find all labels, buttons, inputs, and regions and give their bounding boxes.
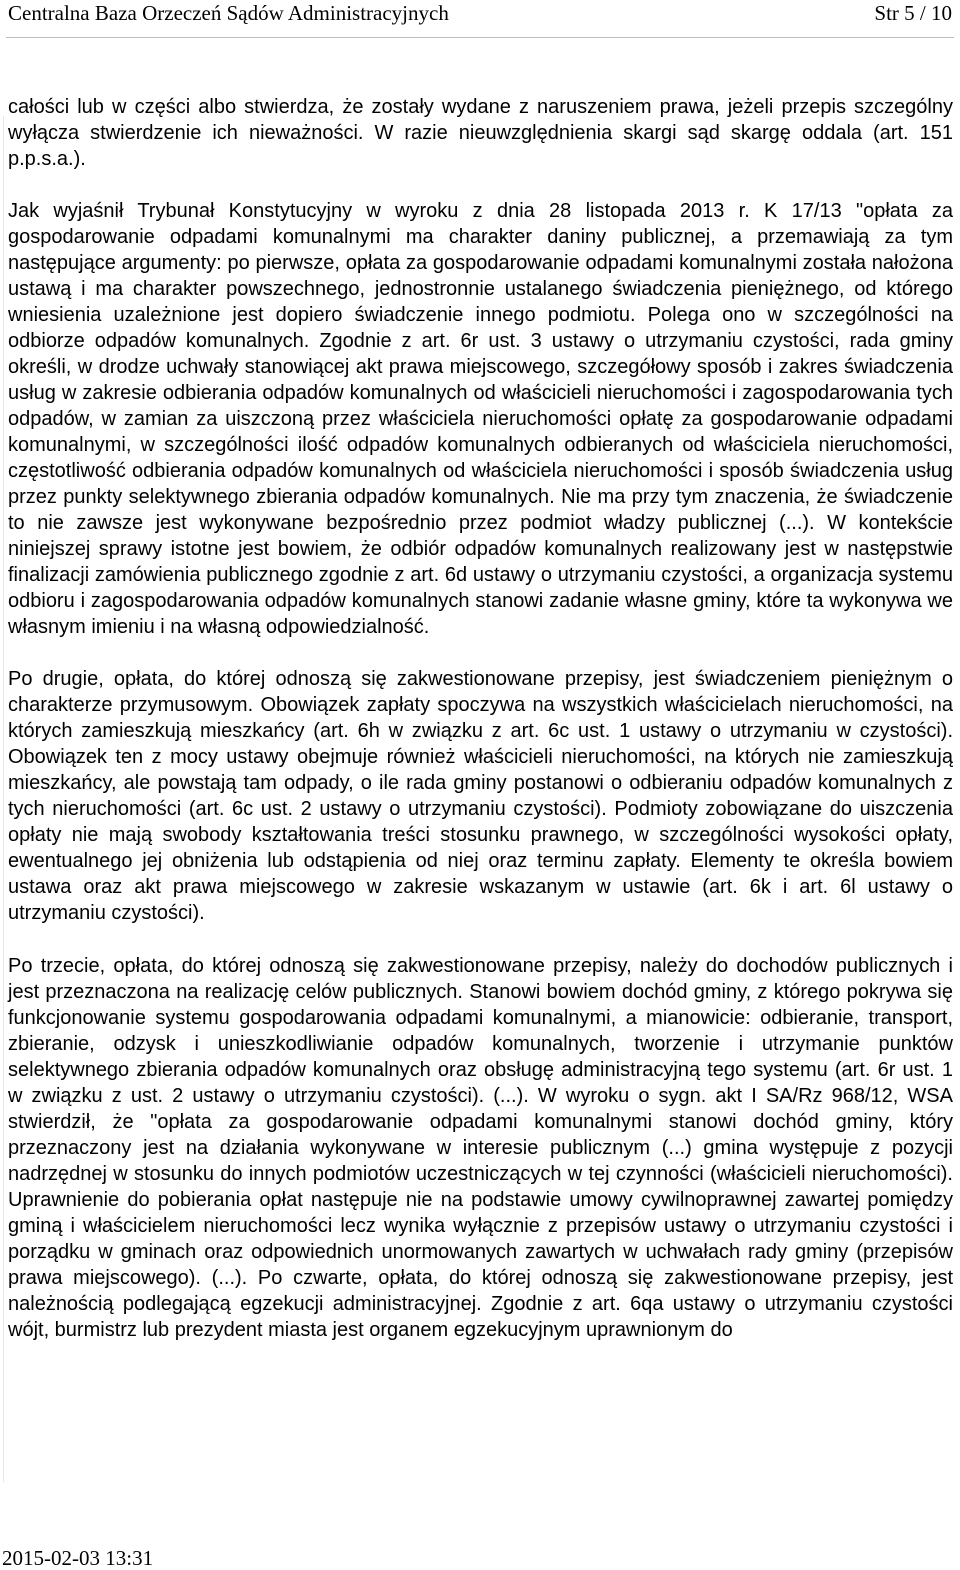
page-number: Str 5 / 10 — [874, 1, 952, 25]
paragraph-2: Jak wyjaśnił Trybunał Konstytucyjny w wyroku z dnia 28 listopada 2013 r. K 17/13 "opłata za gospodarowanie odpadami komunalnymi ma charakter daniny publicznej, a przemawiają za tym następujące argumenty: po pierwsze, opłata za gospodarowanie odpadami komunalnymi została nałożona ustawą i ma charakter powszechnego, jednostronnie ustalanego świadczenia pieniężnego, od którego wniesienia uzależnione jest dopiero świadczenie innego podmiotu. Polega ono w szczególności na odbiorze odpadów komunalnych. Zgodnie z art. 6r ust. 3 ustawy o utrzymaniu czystości, rada gminy określi, w drodze uchwały stanowiącej akt prawa miejscowego, szczegółowy sposób i zakres świadczenia usług w zakresie odbierania odpadów komunalnych od właścicieli nieruchomości i zagospodarowania tych odpadów, w zamian za uiszczoną przez właściciela nieruchomości opłatę za gospodarowanie odpadami komunalnymi, w szczególności ilość odpadów komunalnych odbieranych od właściciela nieruchomości, częstotliwość odbierania odpadów komunalnych od właściciela nieruchomości i sposób świadczenia usług przez punkty selektywnego zbierania odpadów komunalnych. Nie ma przy tym znaczenia, że świadczenie to nie zawsze jest wykonywane bezpośrednio przez podmiot władzy publicznej (...). W kontekście niniejszej sprawy istotne jest bowiem, że odbiór odpadów komunalnych realizowany jest w następstwie finalizacji zamówienia publicznego zgodnie z art. 6d ustawy o utrzymaniu czystości, a organizacja systemu odbioru i zagospodarowania odpadów komunalnych stanowi zadanie własne gminy, które ta wykonywa we własnym imieniu i na własną odpowiedzialność. — [8, 200, 953, 638]
print-timestamp: 2015-02-03 13:31 — [2, 1546, 154, 1570]
document-body — [8, 94, 953, 1343]
header-divider — [6, 37, 954, 38]
paragraph-3: Po drugie, opłata, do której odnoszą się zakwestionowane przepisy, jest świadczeniem pieniężnym o charakterze przymusowym. Obowiązek zapłaty spoczywa na wszystkich właścicielach nieruchomości, na których zamieszkują mieszkańcy (art. 6h w związku z art. 6c ust. 1 ustawy o utrzymaniu w czystości). Obowiązek ten z mocy ustawy obejmuje również właścicieli nieruchomości, na których nie zamieszkują mieszkańcy, ale powstają tam odpady, o ile rada gminy postanowi o odbieraniu odpadów komunalnych z tych nieruchomości (art. 6c ust. 2 ustawy o utrzymaniu czystości). Podmioty zobowiązane do uiszczenia opłaty nie mają swobody kształtowania treści stosunku prawnego, w szczególności wysokości opłaty, ewentualnego jej obniżenia lub odstąpienia od niej oraz terminu zapłaty. Elementy te określa bowiem ustawa oraz akt prawa miejscowego w zakresie wskazanym w ustawie (art. 6k i art. 6l ustawy o utrzymaniu czystości). — [8, 668, 953, 924]
document-source-title: Centralna Baza Orzeczeń Sądów Administracyjnych — [8, 1, 449, 25]
page-header — [6, 0, 952, 30]
paragraph-1: całości lub w części albo stwierdza, że zostały wydane z naruszeniem prawa, jeżeli przepis szczególny wyłącza stwierdzenie ich nieważności. W razie nieuwzględnienia skargi sąd skargę oddala (art. 151 p.p.s.a.). — [8, 96, 953, 170]
margin-line — [3, 116, 4, 1482]
paragraph-4: Po trzecie, opłata, do której odnoszą się zakwestionowane przepisy, należy do dochodów publicznych i jest przeznaczona na realizację celów publicznych. Stanowi bowiem dochód gminy, z którego pokrywa się funkcjonowanie systemu gospodarowania odpadami komunalnymi, a mianowicie: odbieranie, transport, zbieranie, odzysk i unieszkodliwianie odpadów komunalnych, tworzenie i utrzymanie punktów selektywnego zbierania odpadów komunalnych oraz obsługę administracyjną tego systemu (art. 6r ust. 1 w związku z ust. 2 ustawy o utrzymaniu czystości). (...). W wyroku o sygn. akt I SA/Rz 968/12, WSA stwierdził, że "opłata za gospodarowanie odpadami komunalnymi stanowi dochód gminy, który przeznaczony jest na działania wykonywane w interesie publicznym (...) gmina występuje z pozycji nadrzędnej w stosunku do innych podmiotów uczestniczących w tej czynności (właścicieli nieruchomości). Uprawnienie do pobierania opłat następuje nie na podstawie umowy cywilnoprawnej zawartej pomiędzy gminą i właścicielem nieruchomości lecz wynika wyłącznie z przepisów ustawy o utrzymaniu czystości i porządku w gminach oraz odpowiednich unormowanych zawartych w uchwałach rady gminy (przepisów prawa miejscowego). (...). Po czwarte, opłata, do której odnoszą się zakwestionowane przepisy, jest należnością podlegającą egzekucji administracyjnej. Zgodnie z art. 6qa ustawy o utrzymaniu czystości wójt, burmistrz lub prezydent miasta jest organem egzekucyjnym uprawnionym do — [8, 955, 953, 1341]
